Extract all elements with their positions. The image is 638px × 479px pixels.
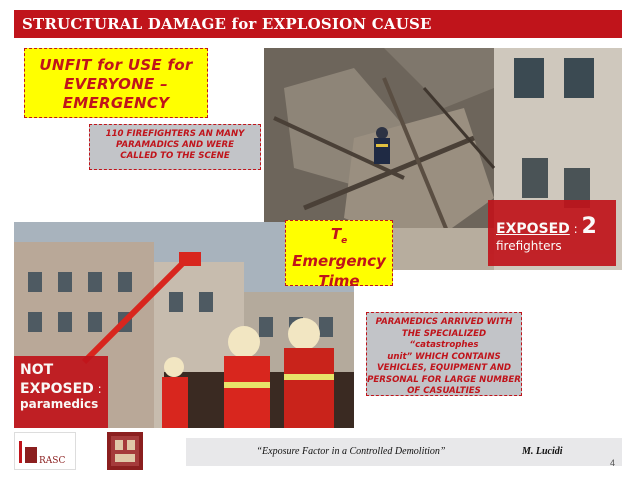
not-exposed-heading — [20, 378, 108, 397]
not-exposed-who: paramedics — [20, 397, 99, 411]
exposed-word: EXPOSED — [496, 221, 570, 237]
rasc-logo — [14, 432, 76, 470]
not-exposed-label — [14, 356, 108, 428]
not-exposed-word: EXPOSED — [20, 381, 94, 397]
institution-logo — [107, 432, 143, 470]
paramedics-note-line-1: PARAMEDICS ARRIVED WITH — [375, 317, 513, 327]
unfit-line-2: EVERYONE – — [64, 75, 168, 93]
paramedics-note-line-4: VEHICLES, EQUIPMENT AND — [376, 363, 512, 373]
paramedics-note-line-5: PERSONAL FOR LARGE NUMBER — [367, 374, 521, 385]
slide-footer — [14, 432, 622, 472]
firefighters-note-line-3: CALLED TO THE SCENE — [120, 151, 230, 161]
footer-quote: “Exposure Factor in a Controlled Demolition” — [186, 438, 516, 466]
slide-header — [14, 10, 622, 38]
not-exposed-line-1: NOT — [20, 362, 54, 378]
firefighters-note-line-1: 110 FIREFIGHTERS AN MANY — [105, 129, 245, 139]
exposed-heading — [496, 214, 616, 239]
te-symbol-line — [286, 224, 392, 251]
paramedics-note-line-2: THE SPECIALIZED “catastrophes — [401, 328, 487, 350]
rasc-logo-text: RASC — [39, 456, 66, 466]
exposed-who: firefighters — [496, 239, 562, 253]
slide-title: STRUCTURAL DAMAGE for EXPLOSION CAUSE — [22, 15, 432, 33]
unfit-callout — [24, 48, 208, 118]
firefighters-note-line-2: PARAMADICS AND WERE — [116, 140, 234, 150]
te-subscript: e — [341, 236, 348, 246]
footer-author: M. Lucidi — [512, 438, 622, 466]
exposed-label — [488, 200, 616, 266]
rasc-logo-mark — [15, 433, 77, 471]
te-line-3: Time — [318, 272, 360, 290]
exposed-count: 2 — [581, 214, 597, 239]
unfit-line-3: EMERGENCY — [62, 94, 170, 112]
emergency-time-callout — [285, 220, 393, 290]
institution-logo-mark — [107, 432, 143, 470]
firefighters-note — [89, 124, 261, 170]
paramedics-note — [366, 312, 522, 396]
te-symbol: T — [330, 225, 342, 243]
te-line-2: Emergency — [292, 252, 386, 270]
paramedics-note-line-6: OF CASUALTIES — [407, 386, 481, 396]
exposed-separator: : — [569, 222, 582, 236]
paramedics-note-line-3: unit” WHICH CONTAINS — [387, 351, 501, 362]
page-number: 4 — [610, 458, 616, 468]
unfit-line-1: UNFIT for USE for — [39, 56, 193, 74]
not-exposed-separator: : — [93, 382, 102, 396]
